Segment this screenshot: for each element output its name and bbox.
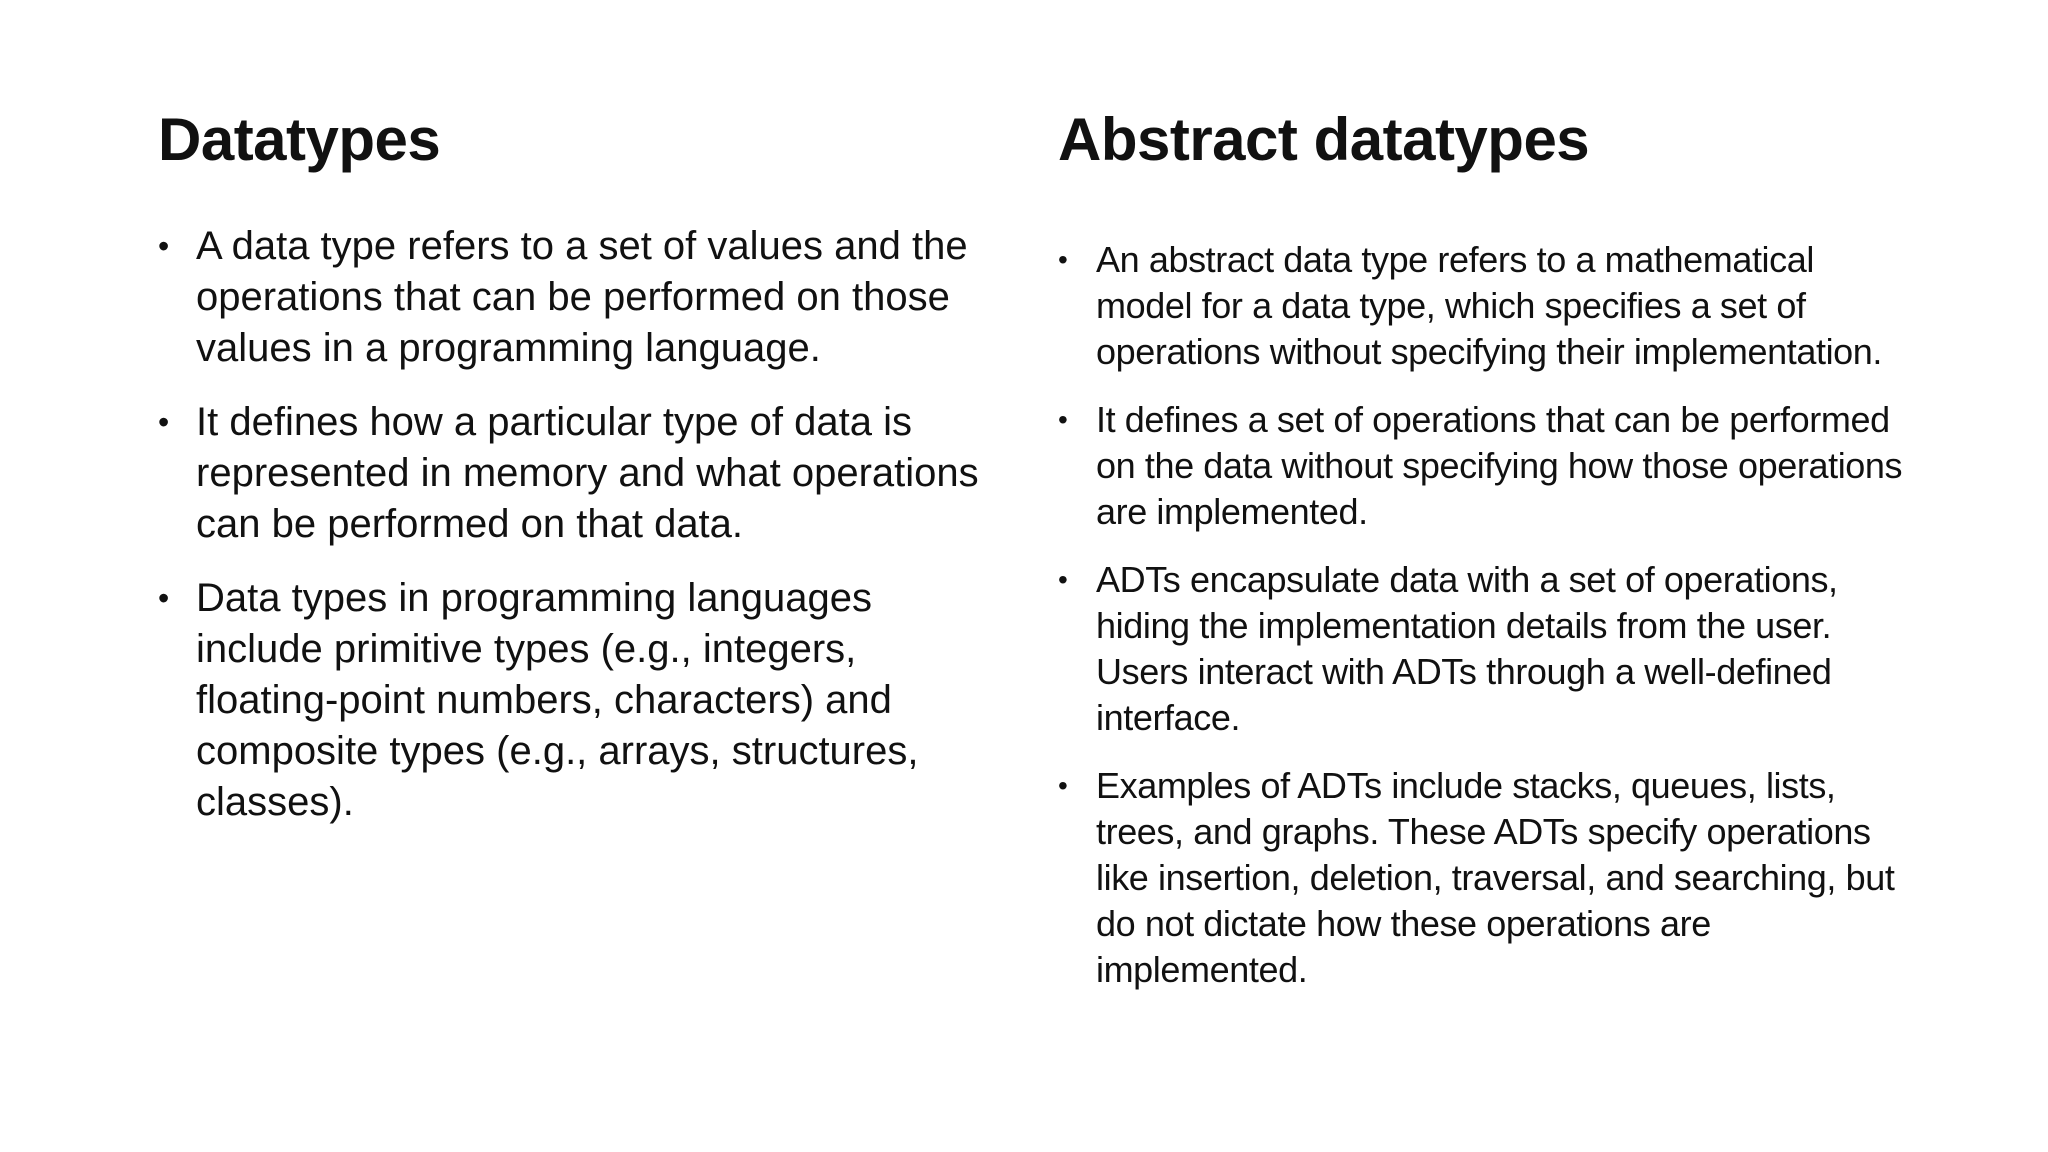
bullet-dot-icon: • bbox=[1058, 404, 1068, 435]
bullet-item bbox=[158, 221, 1008, 374]
datatypes-title: Datatypes bbox=[158, 106, 441, 173]
bullet-item bbox=[1058, 397, 1918, 535]
abstract-datatypes-bullet-list bbox=[1058, 237, 1918, 1015]
bullet-item bbox=[1058, 237, 1918, 375]
abstract-datatypes-title: Abstract datatypes bbox=[1058, 106, 1590, 173]
bullet-text: A data type refers to a set of values and the operations that can be performed on those values in a programming language. bbox=[196, 224, 968, 370]
bullet-text: It defines how a particular type of data is represented in memory and what operations can be performed on that data. bbox=[196, 400, 979, 546]
bullet-dot-icon: • bbox=[158, 404, 170, 440]
bullet-text: Data types in programming languages include primitive types (e.g., integers, floating-point numbers, characters) and composite types (e.g., arrays, structures, classes). bbox=[196, 576, 919, 824]
bullet-item bbox=[158, 397, 1008, 550]
bullet-item bbox=[158, 573, 1008, 828]
bullet-dot-icon: • bbox=[158, 228, 170, 264]
bullet-dot-icon: • bbox=[158, 580, 170, 616]
bullet-item bbox=[1058, 557, 1918, 741]
bullet-dot-icon: • bbox=[1058, 770, 1068, 801]
datatypes-bullet-list bbox=[158, 221, 1008, 851]
bullet-text: Examples of ADTs include stacks, queues, lists, trees, and graphs. These ADTs specify operations like insertion, deletion, traversal, and searching, but do not dictate how these operations are implemented. bbox=[1096, 765, 1895, 990]
bullet-text: An abstract data type refers to a mathematical model for a data type, which specifies a set of operations without specifying their implementation. bbox=[1096, 239, 1883, 372]
bullet-dot-icon: • bbox=[1058, 564, 1068, 595]
bullet-item bbox=[1058, 763, 1918, 993]
bullet-dot-icon: • bbox=[1058, 244, 1068, 275]
bullet-text: ADTs encapsulate data with a set of operations, hiding the implementation details from the user. Users interact with ADTs through a well-defined interface. bbox=[1096, 559, 1838, 738]
bullet-text: It defines a set of operations that can be performed on the data without specifying how those operations are implemented. bbox=[1096, 399, 1903, 532]
